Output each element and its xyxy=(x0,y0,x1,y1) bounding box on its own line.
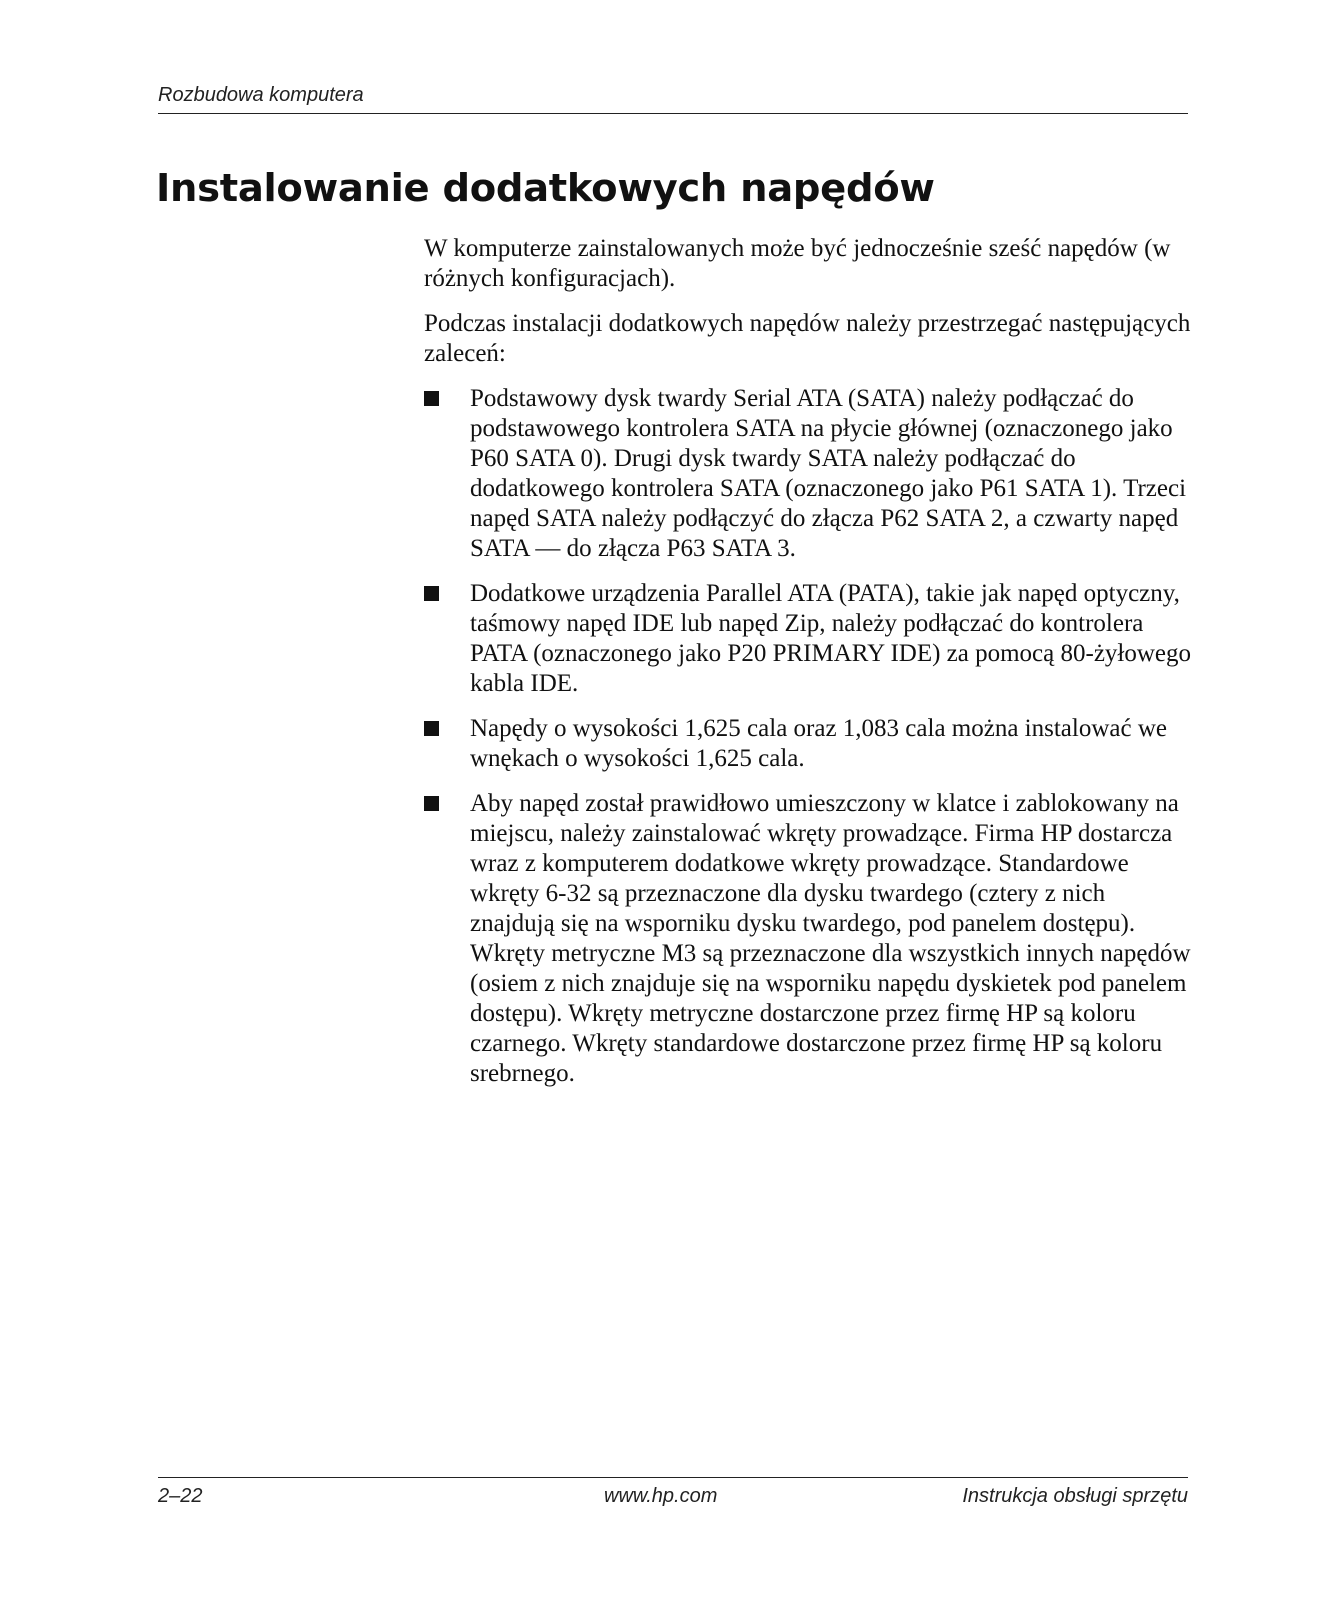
footer-doc-title: Instrukcja obsługi sprzętu xyxy=(962,1485,1188,1507)
footer-url: www.hp.com xyxy=(604,1485,718,1507)
intro-paragraph: W komputerze zainstalowanych może być jednocześnie sześć napędów (w różnych konfiguracjach). xyxy=(424,235,1171,292)
square-bullet-icon xyxy=(424,796,439,811)
list-item xyxy=(424,714,1194,774)
header-rule xyxy=(158,113,1188,114)
square-bullet-icon xyxy=(424,391,439,406)
square-bullet-icon xyxy=(424,586,439,601)
square-bullet-icon xyxy=(424,721,439,736)
running-header: Rozbudowa komputera xyxy=(158,84,364,106)
list-item xyxy=(424,384,1194,564)
section-title: Instalowanie dodatkowych napędów xyxy=(156,166,935,211)
footer-rule xyxy=(158,1477,1188,1478)
list-item-text: Aby napęd został prawidłowo umieszczony w klatce i zablokowany na miejscu, należy zainstalować wkręty prowadzące. Firma HP dostarcza wraz z komputerem dodatkowe wkręty prowadzące. Standardowe wkręty 6-32 są przeznaczone dla dysku twardego (cztery z nich znajdują się na wsporniku dysku twardego, pod panelem dostępu). Wkręty metryczne M3 są przeznaczone dla wszystkich innych napędów (osiem z nich znajduje się na wsporniku napędu dyskietek pod panelem dostępu). Wkręty metryczne dostarczone przez firmę HP są koloru czarnego. Wkręty standardowe dostarczone przez firmę HP są koloru srebrnego. xyxy=(470,790,1191,1087)
guidelines-intro-paragraph: Podczas instalacji dodatkowych napędów należy przestrzegać następujących zaleceń: xyxy=(424,310,1191,367)
list-item xyxy=(424,579,1194,699)
list-item xyxy=(424,789,1194,1089)
list-item-text: Dodatkowe urządzenia Parallel ATA (PATA), takie jak napęd optyczny, taśmowy napęd IDE lub napęd Zip, należy podłączać do kontrolera PATA (oznaczonego jako P20 PRIMARY IDE) za pomocą 80-żyłowego kabla IDE. xyxy=(470,580,1192,697)
list-item-text: Podstawowy dysk twardy Serial ATA (SATA) należy podłączać do podstawowego kontrolera SATA na płycie głównej (oznaczonego jako P60 SATA 0). Drugi dysk twardy SATA należy podłączać do dodatkowego kontrolera SATA (oznaczonego jako P61 SATA 1). Trzeci napęd SATA należy podłączyć do złącza P62 SATA 2, a czwarty napęd SATA — do złącza P63 SATA 3. xyxy=(470,385,1187,562)
list-item-text: Napędy o wysokości 1,625 cala oraz 1,083 cala można instalować we wnękach o wysokości 1,625 cala. xyxy=(470,715,1167,772)
guidelines-list xyxy=(424,384,1194,1089)
section-body xyxy=(424,234,1194,1104)
page-number: 2–22 xyxy=(158,1485,203,1507)
